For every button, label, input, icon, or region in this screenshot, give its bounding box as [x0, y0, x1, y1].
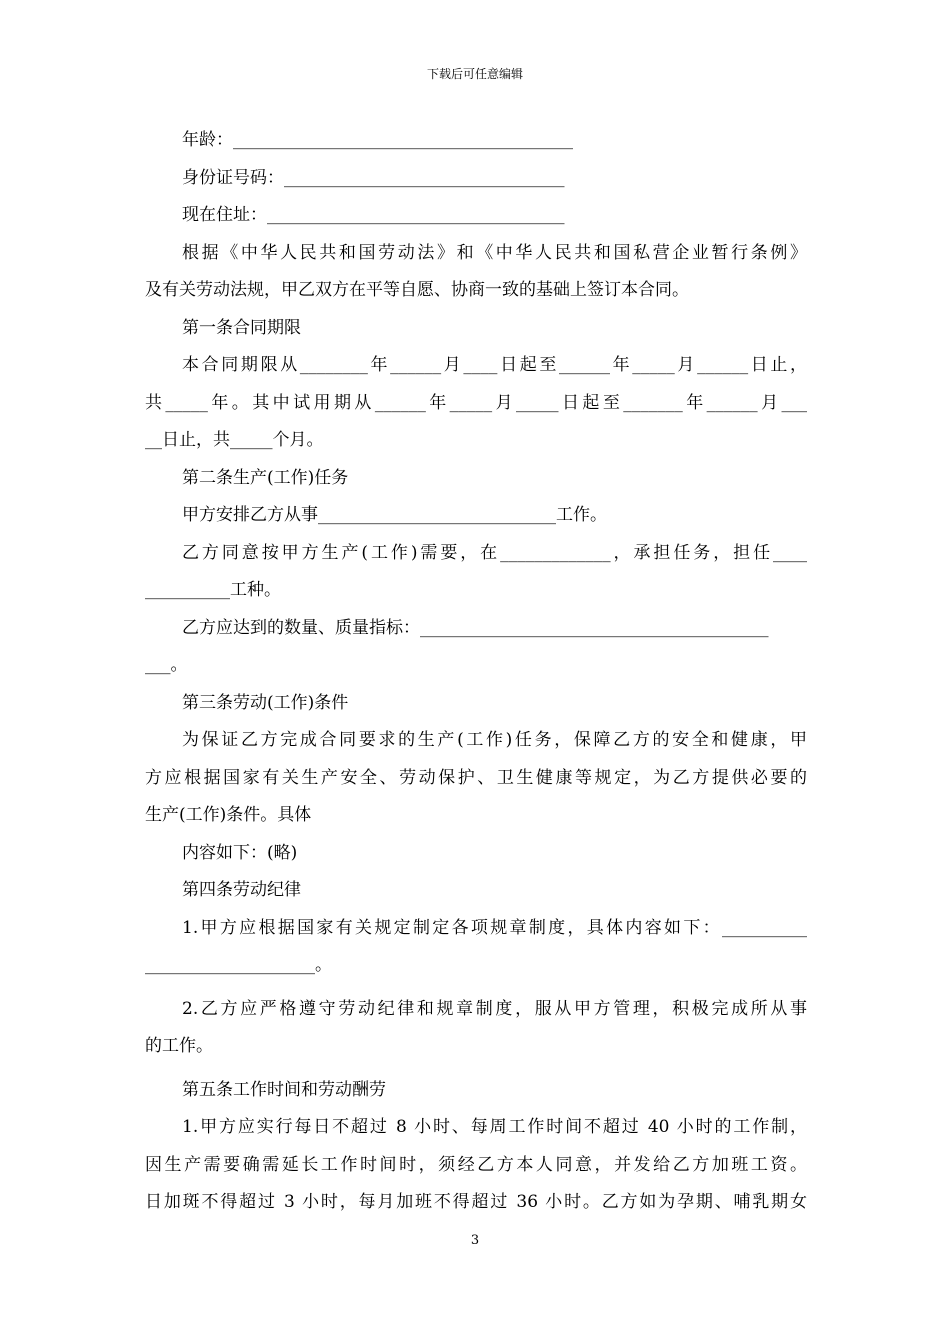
document-line: 身份证号码：_________________________________: [182, 167, 565, 188]
document-line: 第一条合同期限: [182, 317, 301, 338]
document-line: 本合同期限从________年______月____日起至______年_____月______日止，: [182, 355, 807, 375]
document-line: 第五条工作时间和劳动酬劳: [182, 1079, 386, 1100]
document-line: 第三条劳动(工作)条件: [182, 692, 349, 713]
document-line: 2.乙方应严格遵守劳动纪律和规章制度，服从甲方管理，积极完成所从事: [182, 998, 807, 1019]
document-line: 甲方安排乙方从事____________________________工作。: [182, 505, 607, 525]
document-line: 1.甲方应实行每日不超过 8 小时、每周工作时间不超过 40 小时的工作制，: [182, 1117, 807, 1137]
document-line: 共_____年。其中试用期从______年_____月_____日起至_______年______月___: [145, 392, 807, 413]
document-line: ___。: [145, 655, 188, 675]
document-line: 第二条生产(工作)任务: [182, 467, 349, 488]
document-line: 生产(工作)条件。具体: [145, 805, 312, 825]
document-line: __日止，共_____个月。: [145, 430, 324, 450]
document-line: 乙方同意按甲方生产(工作)需要，在_____________，承担任务，担任____: [182, 542, 807, 563]
document-line: 日加斑不得超过 3 小时，每月加班不得超过 36 小时。乙方如为孕期、哺乳期女: [145, 1192, 807, 1212]
document-line: __________工种。: [145, 580, 281, 600]
document-line: 及有关劳动法规，甲乙双方在平等自愿、协商一致的基础上签订本合同。: [145, 280, 689, 300]
document-line: 因生产需要确需延长工作时间时，须经乙方本人同意，并发给乙方加班工资。: [145, 1154, 807, 1175]
document-line: 方应根据国家有关生产安全、劳动保护、卫生健康等规定，为乙方提供必要的: [145, 767, 807, 788]
document-line: 为保证乙方完成合同要求的生产(工作)任务，保障乙方的安全和健康，甲: [182, 730, 807, 750]
document-body: [145, 122, 807, 1222]
page-number: 3: [470, 1233, 480, 1248]
document-line: 现在住址：___________________________________: [182, 205, 565, 225]
document-line: 内容如下：(略): [182, 842, 298, 863]
document-line: 第四条劳动纪律: [182, 880, 301, 900]
document-line: 根据《中华人民共和国劳动法》和《中华人民共和国私营企业暂行条例》: [182, 242, 807, 263]
document-line: 乙方应达到的数量、质量指标：_________________________________________: [182, 617, 769, 638]
document-line: 的工作。: [145, 1036, 213, 1056]
document-line: 年龄：________________________________________: [182, 130, 573, 150]
page-header: 下载后可任意编辑: [426, 67, 523, 81]
document-line: 1.甲方应根据国家有关规定制定各项规章制度，具体内容如下：__________: [182, 917, 807, 938]
document-line: ____________________。: [145, 955, 332, 975]
